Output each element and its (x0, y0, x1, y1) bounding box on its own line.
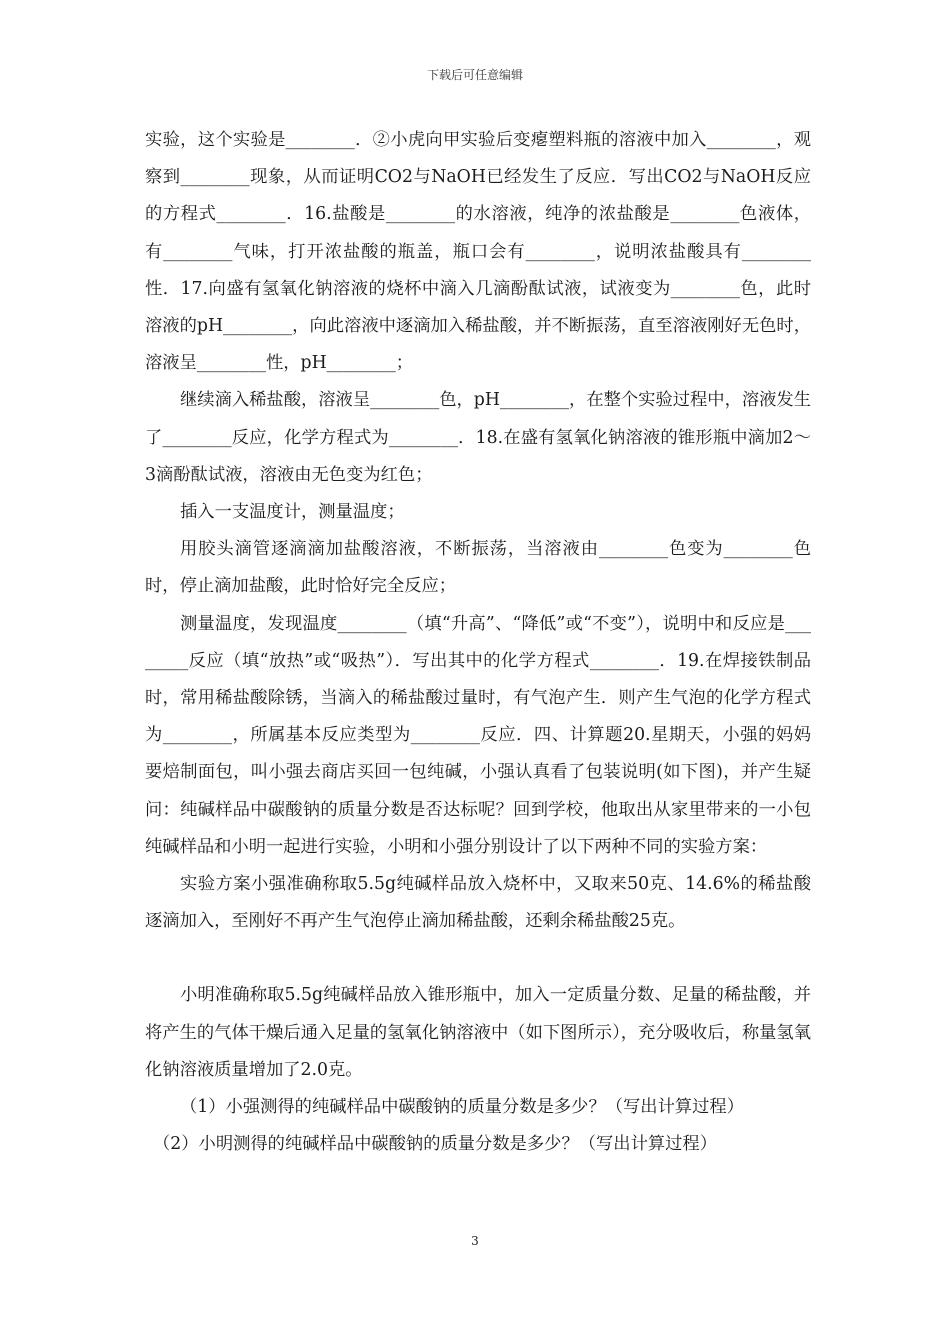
paragraph-dropper: 用胶头滴管逐滴滴加盐酸溶液，不断振荡，当溶液由________色变为________色时，停止滴加盐酸，此时恰好完全反应； (145, 539, 811, 597)
page-number: 3 (471, 1234, 479, 1248)
paragraph-xiaoqiang-plan: 实验方案小强准确称取5.5g纯碱样品放入烧杯中，又取来50克、14.6%的稀盐酸逐滴加入，至刚好不再产生气泡停止滴加稀盐酸，还剩余稀盐酸25克。 (145, 874, 811, 932)
paragraph-continue-acid: 继续滴入稀盐酸，溶液呈________色，pH________，在整个实验过程中，溶液发生了________反应，化学方程式为________．18.在盛有氢氧化钠溶液的锥形瓶中滴加2～3滴酚酞试液，溶液由无色变为红色； (145, 390, 811, 485)
question-2: （2）小明测得的纯碱样品中碳酸钠的质量分数是多少？（写出计算过程） (153, 1134, 717, 1155)
paragraph-xiaoming-plan: 小明准确称取5.5g纯碱样品放入锥形瓶中，加入一定质量分数、足量的稀盐酸，并将产生的气体干燥后通入足量的氢氧化钠溶液中（如下图所示），充分吸收后，称量氢氧化钠溶液质量增加了2.0克。 (145, 985, 811, 1080)
paragraph-thermometer: 插入一支温度计，测量温度； (180, 502, 405, 523)
question-1: （1）小强测得的纯碱样品中碳酸钠的质量分数是多少？（写出计算过程） (180, 1097, 744, 1118)
document-body (145, 122, 811, 1163)
paragraph-continuation: 实验，这个实验是________．②小虎向甲实验后变瘪塑料瓶的溶液中加入________，观察到________现象，从而证明CO2与NaOH已经发生了反应．写出CO2与NaOH反应的方程式________．16.盐酸是________的水溶液，纯净的浓盐酸是________色液体，有________气味，打开浓盐酸的瓶盖，瓶口会有________，说明浓盐酸具有________性．17.向盛有氢氧化钠溶液的烧杯中滴入几滴酚酞试液，试液变为________色，此时溶液的pH________，向此溶液中逐滴加入稀盐酸，并不断振荡，直至溶液刚好无色时，溶液呈________性，pH________； (145, 130, 811, 374)
page-header: 下载后可任意编辑 (426, 68, 523, 82)
paragraph-temperature: 测量温度，发现温度________（填“升高”、“降低”或“不变”），说明中和反应是________反应（填“放热”或“吸热”）．写出其中的化学方程式________．19.在焊接铁制品时，常用稀盐酸除锈，当滴入的稀盐酸过量时，有气泡产生．则产生气泡的化学方程式为________，所属基本反应类型为________反应．四、计算题20.星期天，小强的妈妈要焙制面包，叫小强去商店买回一包纯碱，小强认真看了包装说明(如下图)，并产生疑问：纯碱样品中碳酸钠的质量分数是否达标呢？回到学校，他取出从家里带来的一小包纯碱样品和小明一起进行实验，小明和小强分别设计了以下两种不同的实验方案： (145, 613, 811, 857)
paragraph-spacer (145, 940, 811, 977)
